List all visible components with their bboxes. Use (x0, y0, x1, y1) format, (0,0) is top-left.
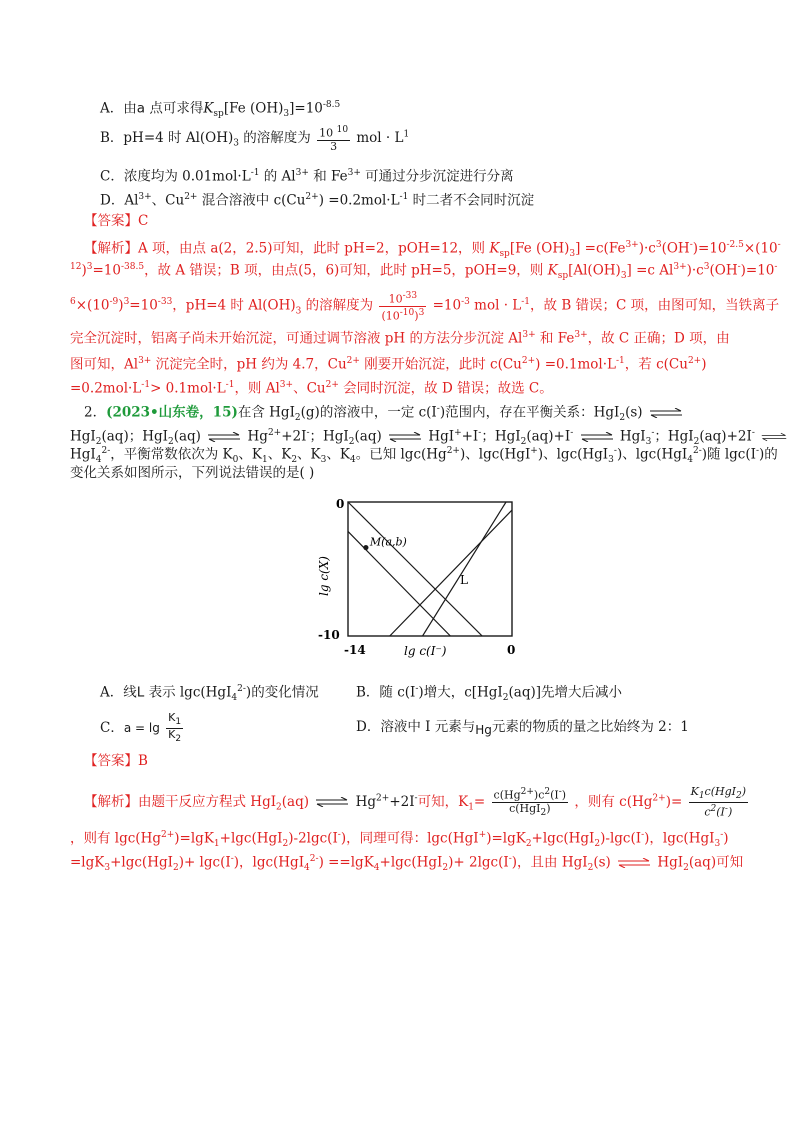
question-2-line2: HgI$_2$(aq)；HgI$_2$(aq) $Hg^{2+}+2I^-$；HgI$_2$(aq) HgI++I-；HgI$_2$(aq)+I- HgI$_3$-；HgI$_2$(aq)+2I- (70, 424, 789, 451)
equilibrium-arrow-icon (315, 797, 349, 807)
question-2-line1: 2．(2023•山东卷，15)在含 HgI$_2$(g)的溶液中，一定 c(I-)范围内，存在平衡关系：HgI$_2$(s) (84, 400, 685, 427)
fraction: $\frac{c(Hg^{2+})c^2(I^-)}{c(HgI_2)}$ (493, 787, 567, 818)
analysis-q1-line2: $^{12})^3=10^{-38.5}$，故 A 错误；B 项，由点(5，6)可知，此时 pH=5，pOH=9，则 $K_{sp}[Al(OH)_3] =c$ $Al^{3+})\cdot c^3(OH^-)=10^-$ (70, 262, 778, 282)
analysis-q1-line3: $^6\times(10^{-9})^3=10^{-33}$，pH=4 时 $Al(OH)_3$ 的溶解度为 $\frac{10^{-33}}{(10^{-10})^3}$ $=10^{-3}$ mol · $L^{-1}$，故 B 错误；C 项，由图可知，当铁离子 (70, 291, 780, 323)
chart (300, 492, 530, 662)
line-l-label: L (460, 573, 468, 587)
analysis-q1-line4: 完全沉淀时，铝离子尚未开始沉淀，可通过调节溶液 pH 的方法分步沉淀 $Al^{3+}$ 和 $Fe^{3+}$，故 C 正确；D 项，由 (70, 330, 730, 347)
series-line-0 (348, 502, 482, 636)
analysis-q1-line1: 【解析】A 项，由点 a(2，2.5)可知，此时 pH=2，pOH=12，则 $K_{sp}[Fe$ $(OH)_3] =c(Fe^{3+})\cdot c^3(OH^-)=10^{-2.5}\times(10^-$ (84, 240, 781, 260)
y-tick-neg10: -10 (318, 628, 340, 642)
point-m (363, 545, 368, 550)
option-c-q2: C．a = lg $\frac{K_1}{K_2}$ (100, 711, 182, 745)
equilibrium-arrow-icon (649, 408, 683, 418)
equilibrium-arrow-icon (388, 432, 422, 442)
answer-q1: 【答案】C (84, 213, 149, 229)
analysis-q2-line2: ，则有 $\lg c(Hg^{2+})=\lg K_1+\lg c(HgI_2)-2\lg c(I^-)$，同理可得：lgc(HgI+)=lgK$_2$+lgc(HgI$_2$)-lgc(I-)，lgc(HgI$_3$-) (70, 830, 729, 850)
option-a-q1: A．由a 点可求得$K_{sp}[Fe$ $(OH)_3]=10^{-8.5}$ (100, 100, 341, 120)
x-tick-neg14: -14 (344, 643, 366, 657)
question-2-line3: HgI$_4^{2-}$，平衡常数依次为 $K_0$、$K_1$、$K_2$、$K_3$、$K_4$。已知 $\lg c(Hg^{2+})$、lgc(HgI+)、lgc(HgI$_3$-)、lgc(HgI$_4^{2-}$)随 lgc(I-)的 (70, 446, 778, 466)
option-c-q1: C．浓度均为 $0.01mol\cdot L^{-1}$ 的 $Al^{3+}$ 和 $Fe^{3+}$ 可通过分步沉淀进行分离 (100, 168, 514, 185)
question-2-line4: 变化关系如图所示，下列说法错误的是( ) (70, 465, 315, 481)
option-b-q1: B．pH=4 时 $Al(OH)_3$ 的溶解度为 $\frac{10 ^{10}}{3}$ mol · $L^1$ (100, 125, 410, 153)
equilibrium-arrow-icon (761, 432, 787, 442)
chart-svg (300, 492, 530, 662)
option-d-q1: D．$Al^{3+}$、$Cu^{2+}$ 混合溶液中 $c(Cu^{2+}) =0.2mol\cdot L^{-1}$ 时二者不会同时沉淀 (100, 192, 535, 209)
series-line-2 (390, 510, 512, 636)
y-tick-0: 0 (336, 497, 345, 511)
equilibrium-arrow-icon (207, 432, 241, 442)
y-axis-label: lg c(X) (317, 556, 331, 596)
series-line-3 (423, 502, 506, 636)
option-a-q2: A．线L 表示 lgc(HgI$_4^{2-}$)的变化情况 (100, 684, 319, 704)
analysis-q1-line5: 图可知，$Al^{3+}$ 沉淀完全时，pH 约为 4.7，$Cu^{2+}$ 刚要开始沉淀，此时 $c(Cu^{2+}) =0.1mol\cdot L^{-1}$，若 $c(Cu^{2+})$ (70, 356, 707, 373)
option-b-q2: B．随 c(I-)增大，c[HgI$_2$(aq)]先增大后减小 (356, 684, 622, 704)
x-tick-0: 0 (507, 643, 516, 657)
x-axis-label: lg c(I⁻) (404, 644, 447, 658)
answer-q2: 【答案】B (84, 753, 148, 769)
fraction: $\frac{10^{-33}}{(10^{-10})^3}$ (381, 291, 425, 323)
fraction: $\frac{K_1}{K_2}$ (168, 711, 182, 745)
equilibrium-arrow-icon (617, 858, 651, 868)
point-m-label: M(a,b) (369, 535, 407, 549)
fraction: $\frac{K_1c(HgI_2)}{c^2(I^-)}$ (690, 785, 747, 819)
equilibrium-arrow-icon (580, 432, 614, 442)
analysis-q2-line3: =lgK$_3$+lgc(HgI$_2$)+ lgc(I-)，lgc(HgI$_4^{2-}$) ==lgK$_4$+lgc(HgI$_2$)+ 2lgc(I-)，且由 HgI$_2$(s) HgI$_2$(aq)可知 (70, 854, 744, 874)
analysis-q1-line6: $=0.2mol\cdot L^{-1}> 0.1mol\cdot L^{-1}$，则 $Al^{3+}$、$Cu^{2+}$ 会同时沉淀，故 D 错误；故选 C。 (70, 380, 553, 397)
analysis-q2-line1: 【解析】由题干反应方程式 HgI$_2$(aq) $Hg^{2+}+2I^-$可知，$K_1=$ $\frac{c(Hg^{2+})c^2(I^-)}{c(HgI_2)}$ ，则有 $c(Hg^{2+})=$ $\frac{K_1c(HgI_2)}{c^2(I^-)}$ (84, 785, 747, 819)
fraction: $\frac{10 ^{10}}{3}$ (319, 125, 349, 153)
option-d-q2: D．溶液中 I 元素与Hg元素的物质的量之比始终为 2：1 (356, 719, 689, 737)
